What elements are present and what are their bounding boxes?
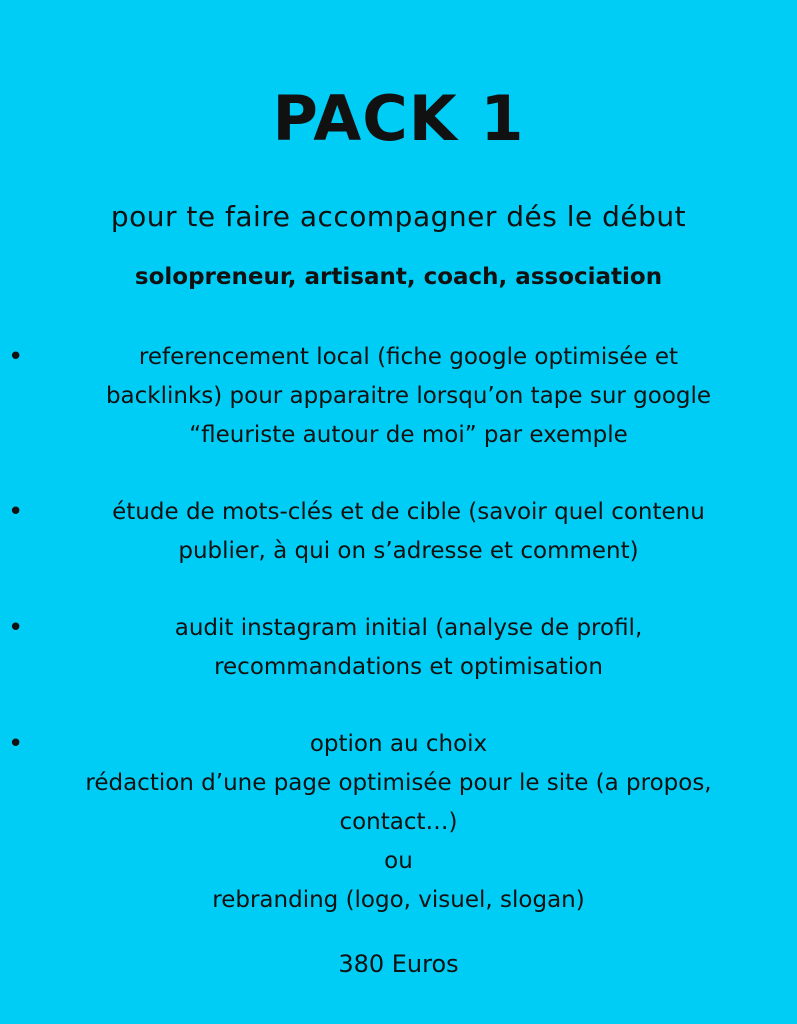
bullet-icon: • — [8, 729, 24, 759]
feature-line: publier, à qui on s’adresse et comment) — [178, 538, 639, 564]
feature-line: recommandations et optimisation — [214, 654, 603, 680]
feature-item-option — [0, 725, 797, 920]
feature-list — [0, 338, 797, 920]
feature-line: ou — [384, 848, 413, 874]
feature-item-local-seo — [0, 338, 797, 455]
feature-line: referencement local (fiche google optimisée et — [138, 344, 679, 370]
feature-line: audit instagram initial (analyse de profil, — [174, 615, 643, 641]
pack-title: PACK 1 — [272, 82, 525, 155]
price: 380 Euros — [338, 950, 459, 978]
bullet-icon: • — [8, 497, 24, 527]
feature-line: étude de mots-clés et de cible (savoir quel contenu — [112, 499, 705, 525]
target-audience: solopreneur, artisant, coach, association — [134, 264, 663, 290]
feature-line: backlinks) pour apparaitre lorsqu’on tape sur google — [105, 383, 712, 409]
feature-item-instagram-audit — [0, 609, 797, 687]
bullet-icon: • — [8, 342, 24, 372]
feature-line: contact…) — [339, 809, 458, 835]
pack-subtitle: pour te faire accompagner dés le début — [110, 200, 687, 233]
feature-line: rédaction d’une page optimisée pour le site (a propos, — [85, 770, 712, 796]
feature-line: “fleuriste autour de moi” par exemple — [189, 422, 628, 448]
feature-item-keyword-study — [0, 493, 797, 571]
feature-line: rebranding (logo, visuel, slogan) — [212, 887, 585, 913]
feature-line: option au choix — [309, 731, 488, 757]
bullet-icon: • — [8, 613, 24, 643]
